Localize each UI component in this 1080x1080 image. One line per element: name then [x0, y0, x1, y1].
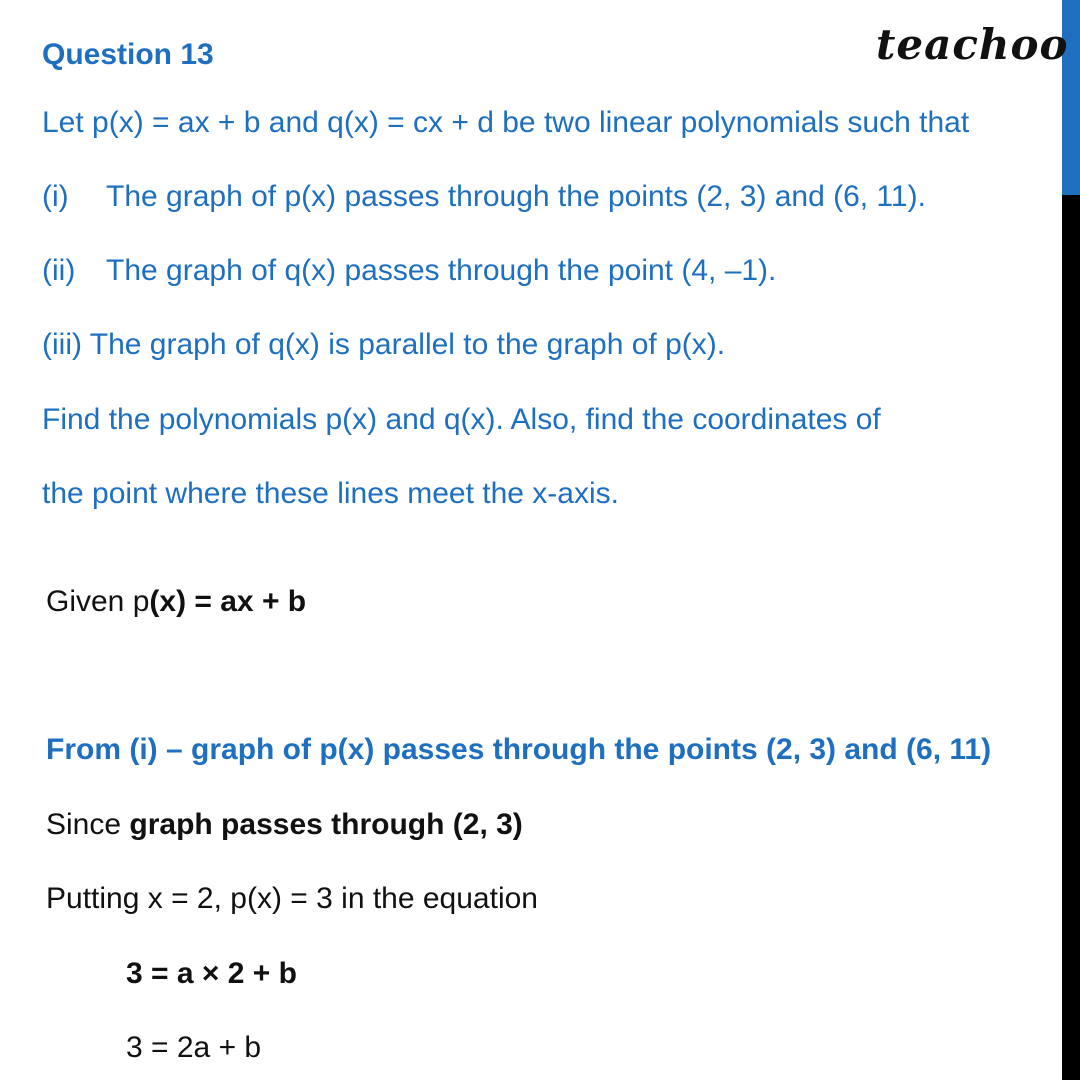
condition-text: The graph of p(x) passes through the points (2, 3) and (6, 11). — [106, 180, 926, 213]
condition-i — [42, 180, 926, 214]
since-prefix: Since — [46, 808, 130, 841]
given-bold: (x) = ax + b — [149, 585, 307, 618]
condition-ii — [42, 254, 776, 288]
condition-label: (i) — [42, 180, 69, 213]
since-line — [46, 808, 523, 842]
given-line — [46, 585, 306, 619]
condition-label: (iii) — [42, 328, 82, 361]
question-intro: Let p(x) = ax + b and q(x) = cx + d be two linear polynomials such that — [42, 106, 970, 139]
condition-text: The graph of q(x) is parallel to the graph of p(x). — [89, 328, 726, 361]
equation-1: 3 = a × 2 + b — [126, 957, 297, 990]
equation-2: 3 = 2a + b — [126, 1031, 262, 1064]
given-prefix: Given p — [46, 585, 150, 618]
side-dark-bar — [1062, 195, 1080, 1080]
since-bold: graph passes through (2, 3) — [129, 808, 523, 841]
teachoo-logo: teachoo — [876, 20, 1069, 69]
condition-iii — [42, 328, 725, 362]
find-line-1: Find the polynomials p(x) and q(x). Also, find the coordinates of — [42, 403, 881, 436]
question-title: Question 13 — [42, 38, 214, 71]
condition-text: The graph of q(x) passes through the point (4, –1). — [106, 254, 777, 287]
from-i-heading: From (i) – graph of p(x) passes through the points (2, 3) and (6, 11) — [46, 733, 992, 766]
putting-line: Putting x = 2, p(x) = 3 in the equation — [46, 882, 538, 915]
condition-label: (ii) — [42, 254, 76, 287]
find-line-2: the point where these lines meet the x-axis. — [42, 477, 619, 510]
